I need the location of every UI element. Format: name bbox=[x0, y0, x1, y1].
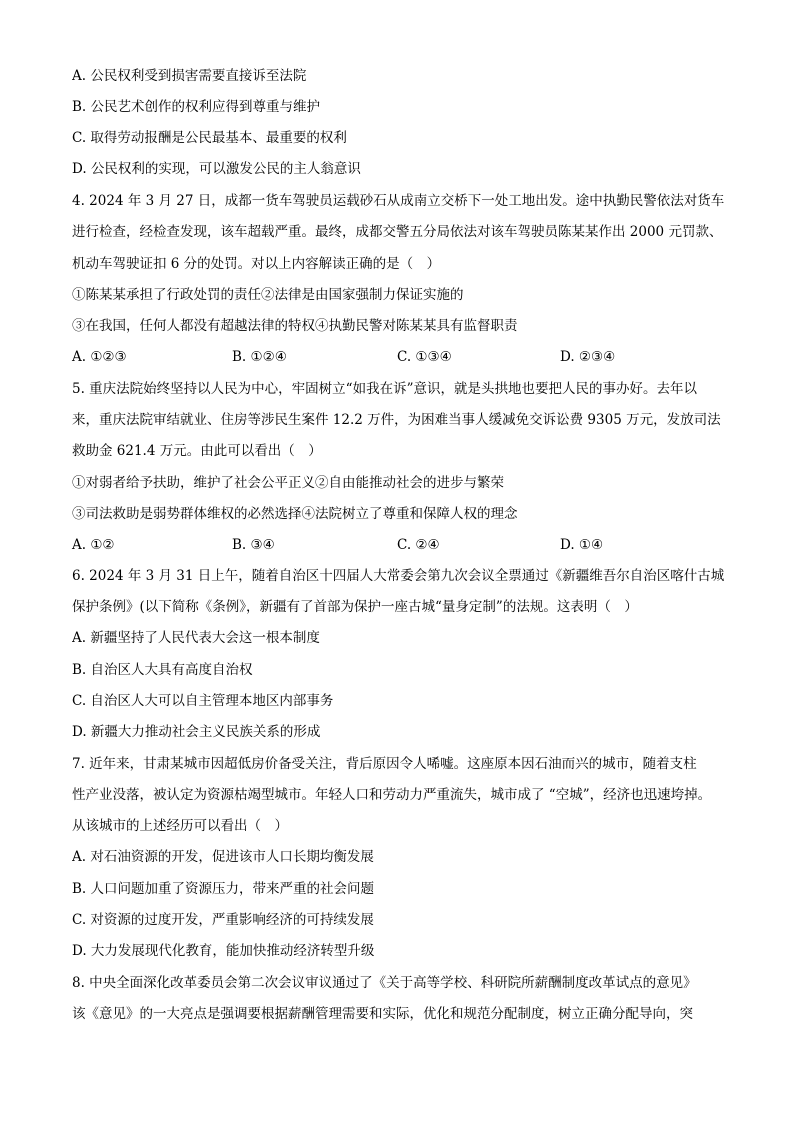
q3-option-d: D. 公民权利的实现，可以激发公民的主人翁意识 bbox=[72, 161, 361, 177]
q4-option-a: A. ①②③ bbox=[72, 349, 127, 365]
q5-option-b: B. ③④ bbox=[232, 537, 275, 553]
q7-stem-line-3: 从该城市的上述经历可以看出（ ） bbox=[72, 818, 288, 834]
q6-option-c: C. 自治区人大可以自主管理本地区内部事务 bbox=[72, 693, 334, 709]
q6-stem-line-2: 保护条例》(以下简称《条例》，新疆有了首部为保护一座古城“量身定制”的法规。这表明（ ） bbox=[72, 599, 638, 615]
q4-stem-line-1: 4. 2024 年 3 月 27 日，成都一货车驾驶员运载砂石从成南立交桥下一处工地出发。途中执勤民警依法对货车 bbox=[72, 193, 725, 209]
q8-stem-line-2: 该《意见》的一大亮点是强调要根据薪酬管理需要和实际，优化和规范分配制度，树立正确分配导向，突 bbox=[72, 1006, 693, 1022]
q3-option-c: C. 取得劳动报酬是公民最基本、最重要的权利 bbox=[72, 130, 347, 146]
q7-option-a: A. 对石油资源的开发，促进该市人口长期均衡发展 bbox=[72, 849, 374, 865]
q4-option-b: B. ①②④ bbox=[232, 349, 287, 365]
q6-option-a: A. 新疆坚持了人民代表大会这一根本制度 bbox=[72, 630, 320, 646]
q5-option-d: D. ①④ bbox=[560, 537, 604, 553]
q5-option-c: C. ②④ bbox=[397, 537, 440, 553]
q6-option-b: B. 自治区人大具有高度自治权 bbox=[72, 662, 253, 678]
q4-options bbox=[72, 347, 732, 367]
q5-option-a: A. ①② bbox=[72, 537, 115, 553]
q6-stem-line-1: 6. 2024 年 3 月 31 日上午，随着自治区十四届人大常委会第九次会议全票通过《新疆维吾尔自治区喀什古城 bbox=[72, 568, 725, 584]
q7-option-b: B. 人口问题加重了资源压力，带来严重的社会问题 bbox=[72, 881, 375, 897]
q7-option-c: C. 对资源的过度开发，严重影响经济的可持续发展 bbox=[72, 912, 374, 928]
q4-statement-2: ③在我国，任何人都没有超越法律的特权④执勤民警对陈某某具有监督职责 bbox=[72, 318, 518, 334]
q7-stem-line-2: 性产业没落，被认定为资源枯竭型城市。年轻人口和劳动力严重流失，城市成了 “空城”，经济也迅速垮掉。 bbox=[72, 787, 712, 803]
q5-stem-line-2: 来，重庆法院审结就业、住房等涉民生案件 12.2 万件，为困难当事人缓减免交诉讼费 9305 万元，发放司法 bbox=[72, 412, 721, 428]
q5-statement-2: ③司法救助是弱势群体维权的必然选择④法院树立了尊重和保障人权的理念 bbox=[72, 506, 518, 522]
q7-stem-line-1: 7. 近年来，甘肃某城市因超低房价备受关注，背后原因令人唏嘘。这座原本因石油而兴的城市，随着支柱 bbox=[72, 756, 697, 772]
q5-stem-line-3: 救助金 621.4 万元。由此可以看出（ ） bbox=[72, 443, 322, 459]
q5-options bbox=[72, 535, 732, 555]
q4-statement-1: ①陈某某承担了行政处罚的责任②法律是由国家强制力保证实施的 bbox=[72, 287, 464, 303]
q4-stem-line-3: 机动车驾驶证扣 6 分的处罚。对以上内容解读正确的是（ ） bbox=[72, 256, 441, 272]
q6-option-d: D. 新疆大力推动社会主义民族关系的形成 bbox=[72, 724, 321, 740]
q3-option-a: A. 公民权利受到损害需要直接诉至法院 bbox=[72, 68, 307, 84]
q3-option-b: B. 公民艺术创作的权利应得到尊重与维护 bbox=[72, 99, 321, 115]
q7-option-d: D. 大力发展现代化教育，能加快推动经济转型升级 bbox=[72, 943, 375, 959]
q4-option-c: C. ①③④ bbox=[397, 349, 452, 365]
q8-stem-line-1: 8. 中央全面深化改革委员会第二次会议审议通过了《关于高等学校、科研院所薪酬制度改革试点的意见》 bbox=[72, 975, 697, 991]
q4-stem-line-2: 进行检查，经检查发现，该车超载严重。最终，成都交警五分局依法对该车驾驶员陈某某作出 2000 元罚款、 bbox=[72, 224, 723, 240]
q5-statement-1: ①对弱者给予扶助，维护了社会公平正义②自由能推动社会的进步与繁荣 bbox=[72, 475, 504, 491]
q4-option-d: D. ②③④ bbox=[560, 349, 616, 365]
q5-stem-line-1: 5. 重庆法院始终坚持以人民为中心，牢固树立“如我在诉”意识，就是头拱地也要把人民的事办好。去年以 bbox=[72, 381, 697, 397]
